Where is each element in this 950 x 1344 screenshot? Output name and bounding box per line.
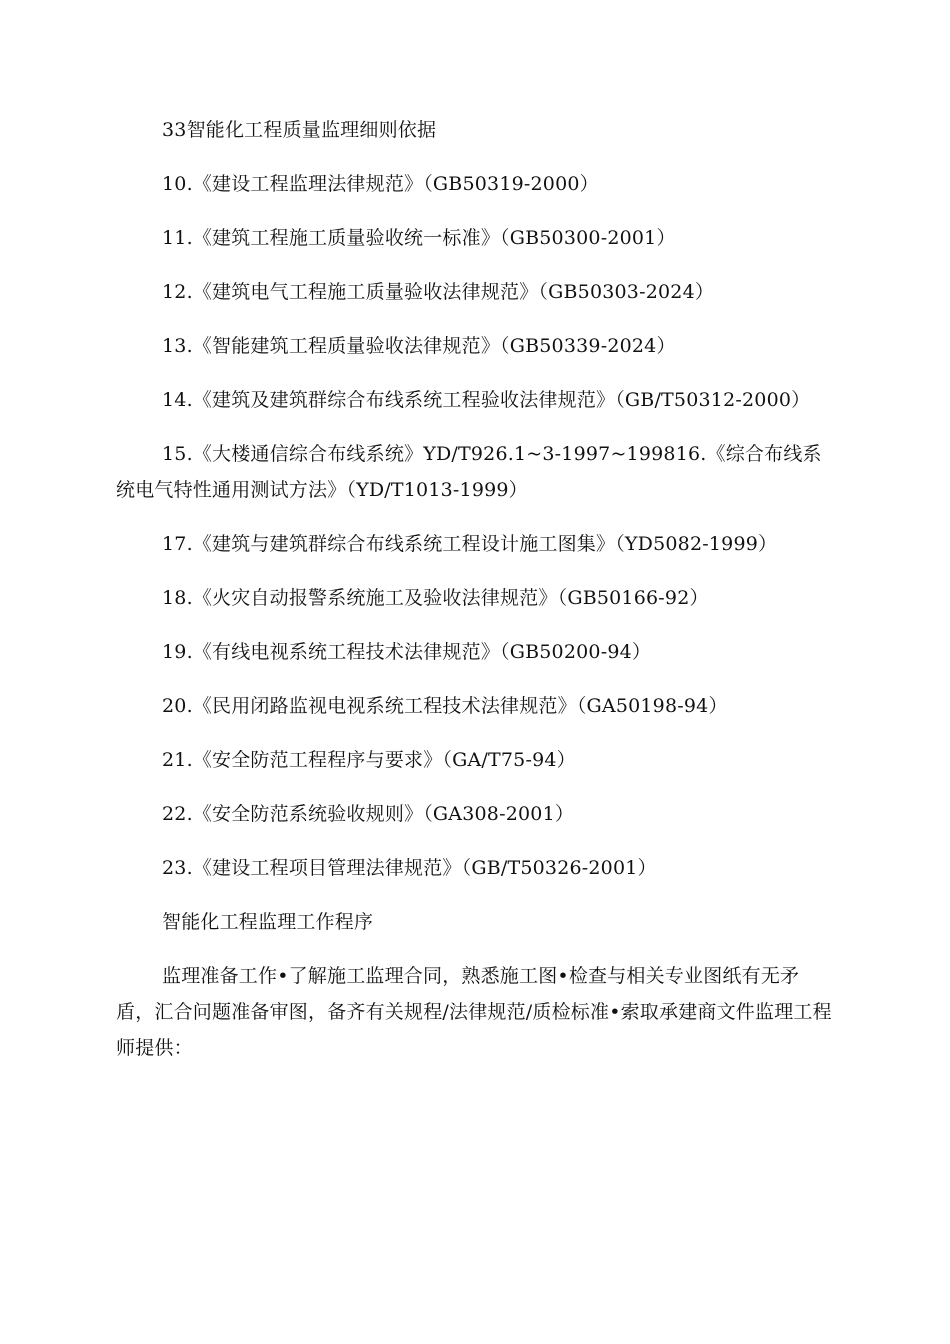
reference-item-12: 12.《建筑电气工程施工质量验收法律规范》（GB50303-2024） [162,281,715,303]
reference-item-17: 17.《建筑与建筑群综合布线系统工程设计施工图集》（YD5082-1999） [162,533,778,555]
reference-item-23: 23.《建设工程项目管理法律规范》（GB/T50326-2001） [162,857,657,879]
reference-item-19: 19.《有线电视系统工程技术法律规范》（GB50200-94） [162,641,652,663]
reference-item-13: 13.《智能建筑工程质量验收法律规范》（GB50339-2024） [162,335,676,357]
reference-item-21: 21.《安全防范工程程序与要求》（GA/T75-94） [162,749,576,771]
reference-item-22: 22.《安全防范系统验收规则》（GA308-2001） [162,803,575,825]
reference-item-18: 18.《火灾自动报警系统施工及验收法律规范》（GB50166-92） [162,587,709,609]
reference-item-15-16: 15.《大楼通信综合布线系统》YD/T926.1~3-1997~199816.《综合布线系统电气特性通用测试方法》（YD/T1013-1999） [116,443,822,501]
reference-item-20: 20.《民用闭路监视电视系统工程技术法律规范》（GA50198-94） [162,695,728,717]
reference-item-10: 10.《建设工程监理法律规范》（GB50319-2000） [162,173,599,195]
reference-item-11: 11.《建筑工程施工质量验收统一标准》（GB50300-2001） [162,227,676,249]
section-heading-basis: 33智能化工程质量监理细则依据 [162,119,437,141]
section-heading-procedure: 智能化工程监理工作程序 [162,911,374,933]
reference-item-14: 14.《建筑及建筑群综合布线系统工程验收法律规范》（GB/T50312-2000） [162,389,811,411]
procedure-paragraph: 监理准备工作•了解施工监理合同，熟悉施工图•检查与相关专业图纸有无矛盾，汇合问题准备审图，备齐有关规程/法律规范/质检标准•索取承建商文件监理工程师提供： [116,965,832,1059]
document-body [116,112,836,1066]
